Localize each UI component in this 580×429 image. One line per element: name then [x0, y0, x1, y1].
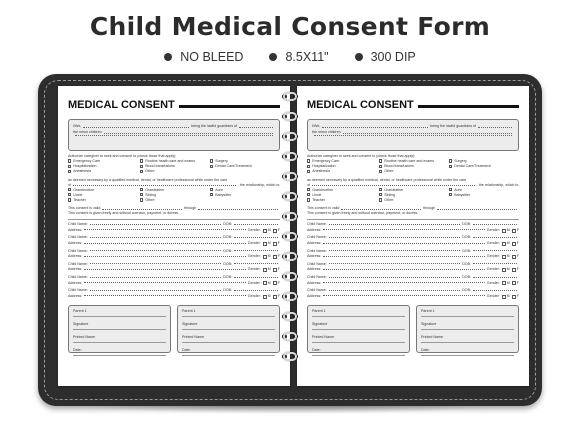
child-name-field[interactable]	[90, 224, 221, 225]
relation-option[interactable]: Teacher	[68, 198, 140, 203]
printed-name-field[interactable]: Printed Name	[182, 335, 275, 343]
through-label: through	[423, 206, 436, 211]
child-name-field[interactable]	[329, 263, 460, 264]
gender-f-checkbox[interactable]	[512, 281, 516, 285]
child-entry: Child Name: DOB: Address: Gender: M F	[68, 222, 280, 232]
page-title: Child Medical Consent Form	[89, 12, 491, 41]
gender-m-checkbox[interactable]	[502, 229, 506, 233]
care-option[interactable]: Anesthesia	[307, 169, 379, 174]
checkbox[interactable]	[379, 165, 382, 168]
checkbox[interactable]	[210, 159, 213, 162]
checkbox[interactable]	[379, 170, 382, 173]
spiral-ring-icon	[282, 272, 298, 282]
guardian-line-field[interactable]	[239, 123, 273, 128]
relation-option[interactable]: Sibling	[140, 193, 210, 198]
minor-names-field-2[interactable]	[75, 135, 273, 136]
authorize-text: Authorize caregiver to seek and consent to (check those that apply):	[68, 154, 177, 158]
gender-m-checkbox[interactable]	[502, 242, 506, 246]
guardian-box	[307, 119, 519, 151]
checkbox[interactable]	[379, 159, 382, 162]
address-field[interactable]	[323, 295, 485, 296]
care-option[interactable]: Hospitalization	[68, 164, 140, 169]
minor-label: the minor children	[73, 130, 102, 134]
parent-box	[177, 305, 280, 353]
checkbox[interactable]	[307, 198, 310, 201]
relationship-label: , the relationship, which is:	[237, 182, 280, 187]
title-rule	[179, 105, 280, 108]
relationship-label: , the relationship, which is:	[476, 182, 519, 187]
checkbox[interactable]	[210, 193, 213, 196]
care-option[interactable]: Anesthesia	[68, 169, 140, 174]
child-name-field[interactable]	[329, 224, 460, 225]
child-entry: Child Name: DOB: Address: Gender: M F	[68, 261, 280, 272]
checkbox[interactable]	[379, 188, 382, 191]
child-name-field[interactable]	[90, 263, 221, 264]
checkbox[interactable]	[68, 170, 71, 173]
child-entry: Child Name: DOB: Address: Gender: M F	[68, 248, 280, 259]
printed-name-field[interactable]: Printed Name	[421, 335, 514, 343]
relation-option[interactable]: Teacher	[307, 198, 379, 203]
spiral-ring-icon	[282, 352, 298, 362]
address-field[interactable]	[323, 256, 485, 257]
through-label: through	[184, 206, 197, 211]
child-entry: Child Name: DOB: Address: Gender: M F	[307, 261, 519, 272]
of-label: of	[68, 182, 71, 187]
checkbox[interactable]	[379, 198, 382, 201]
spiral-ring-icon	[282, 112, 298, 122]
checkbox[interactable]	[140, 188, 143, 191]
relation-option[interactable]: Aunt	[210, 188, 280, 193]
spec-item	[269, 50, 328, 64]
dob-field[interactable]	[473, 263, 517, 264]
care-option[interactable]: Routine health care and exams	[379, 159, 449, 164]
care-option[interactable]: Hospitalization	[307, 164, 379, 169]
spiral-ring-icon	[282, 212, 298, 222]
parent-box	[307, 305, 410, 353]
child-name-field[interactable]	[90, 237, 221, 238]
guardian-name-field[interactable]	[322, 123, 428, 128]
gender-f-checkbox[interactable]	[512, 242, 516, 246]
care-option[interactable]: Surgery	[449, 159, 519, 164]
checkbox[interactable]	[449, 188, 452, 191]
child-entry: Child Name: DOB: Address: Gender: M F	[307, 222, 519, 232]
spiral-ring-icon	[282, 312, 298, 322]
relation-option[interactable]: Sibling	[379, 193, 449, 198]
valid-from-field[interactable]	[341, 206, 421, 210]
authorize-text: Authorize caregiver to seek and consent to (check those that apply):	[307, 154, 416, 158]
child-entry: Child Name: DOB: Address: Gender: M F	[307, 274, 519, 285]
address-field[interactable]	[323, 282, 485, 283]
printed-name-field[interactable]: Printed Name	[73, 335, 166, 343]
dob-field[interactable]	[473, 224, 517, 225]
freely-text: This consent is given freely and without coercion, payment, or duress.	[68, 211, 180, 216]
dob-field[interactable]	[234, 263, 278, 264]
caregiver-field[interactable]	[73, 183, 236, 187]
care-option[interactable]: Emergency Care	[307, 159, 379, 164]
left-page	[58, 86, 290, 386]
spiral-ring-icon	[282, 152, 298, 162]
child-entry: Child Name: DOB: Address: Gender: M F	[68, 274, 280, 285]
checkbox[interactable]	[68, 165, 71, 168]
checkbox[interactable]	[68, 193, 71, 196]
checkbox[interactable]	[210, 165, 213, 168]
spiral-ring-icon	[282, 332, 298, 342]
spiral-ring-icon	[282, 92, 298, 102]
relation-option[interactable]: Other:	[140, 198, 210, 203]
spec-label: 300 DIP	[370, 50, 416, 64]
address-field[interactable]	[323, 229, 485, 230]
relation-option[interactable]: Grandfather	[379, 188, 449, 193]
checkbox[interactable]	[449, 159, 452, 162]
parent-label: Parent 1	[421, 309, 514, 317]
caregiver-field[interactable]	[312, 183, 475, 187]
care-option[interactable]: Other:	[379, 169, 449, 174]
deemed-text: as deemed necessary by a qualified medical, dental, or healthcare professional while under the care	[68, 177, 228, 182]
checkbox[interactable]	[307, 188, 310, 191]
spec-label: 8.5X11"	[285, 50, 329, 64]
care-options	[307, 159, 519, 175]
form-header	[307, 98, 519, 112]
bullet-icon	[164, 53, 172, 61]
address-field[interactable]	[84, 243, 246, 244]
care-option[interactable]: Blood transfusions	[140, 164, 210, 169]
child-name-field[interactable]	[329, 237, 460, 238]
dob-field[interactable]	[473, 237, 517, 238]
checkbox[interactable]	[449, 165, 452, 168]
dob-field[interactable]	[234, 237, 278, 238]
gender-m-checkbox[interactable]	[263, 268, 267, 272]
parent-label: Parent 1	[182, 309, 275, 317]
relation-option[interactable]: Uncle	[68, 193, 140, 198]
relation-option[interactable]: Grandmother	[68, 188, 140, 193]
date-field[interactable]: Date:	[421, 348, 514, 356]
guardian-box	[68, 119, 280, 151]
address-field[interactable]	[323, 243, 485, 244]
gender-f-checkbox[interactable]	[512, 295, 516, 299]
parent-label: Parent 1	[312, 309, 405, 317]
checkbox[interactable]	[68, 188, 71, 191]
child-entry: Child Name: DOB: Address: Gender: M F	[307, 235, 519, 245]
valid-label: This consent is valid	[307, 206, 340, 211]
relation-options	[307, 188, 519, 204]
of-label: of	[307, 182, 310, 187]
gender-f-checkbox[interactable]	[273, 268, 277, 272]
dob-field[interactable]	[234, 290, 278, 291]
spiral-ring-icon	[282, 192, 298, 202]
relation-option[interactable]: Uncle	[307, 193, 379, 198]
child-name-field[interactable]	[329, 277, 460, 278]
parent-label: Parent 1	[73, 309, 166, 317]
child-entry: Child Name: DOB: Address: Gender: M F	[307, 288, 519, 298]
relation-option[interactable]: Other:	[379, 198, 449, 203]
care-option[interactable]: Dental Care/Treatment	[449, 164, 519, 169]
gender-f-checkbox[interactable]	[273, 281, 277, 285]
spec-list	[0, 50, 580, 64]
signature-field[interactable]: Signature	[421, 322, 514, 330]
parent-signatures	[307, 305, 519, 353]
gender-f-checkbox[interactable]	[512, 255, 516, 259]
gender-f-checkbox[interactable]	[512, 268, 516, 272]
minor-names-field-2[interactable]	[314, 135, 512, 136]
intro-being-label: being the lawful guardians of	[191, 124, 237, 128]
child-name-field[interactable]	[90, 290, 221, 291]
checkbox[interactable]	[379, 193, 382, 196]
child-name-field[interactable]	[329, 250, 460, 251]
child-entry: Child Name: DOB: Address: Gender: M F	[307, 248, 519, 259]
gender-f-checkbox[interactable]	[273, 295, 277, 299]
gender-f-checkbox[interactable]	[512, 229, 516, 233]
checkbox[interactable]	[307, 165, 310, 168]
parent-box	[416, 305, 519, 353]
guardian-name-field[interactable]	[83, 123, 189, 128]
spec-item	[355, 50, 416, 64]
spiral-ring-icon	[282, 252, 298, 262]
checkbox[interactable]	[140, 165, 143, 168]
signature-field[interactable]: Signature	[182, 322, 275, 330]
divider	[68, 219, 280, 220]
checkbox[interactable]	[307, 159, 310, 162]
signature-field[interactable]: Signature	[73, 322, 166, 330]
child-entry: Child Name: DOB: Address: Gender: M F	[68, 235, 280, 245]
title-rule	[418, 105, 519, 108]
valid-label: This consent is valid	[68, 206, 101, 211]
spec-label: NO BLEED	[180, 50, 244, 64]
gender-m-checkbox[interactable]	[502, 255, 506, 259]
form-header	[68, 98, 280, 112]
dob-field[interactable]	[473, 290, 517, 291]
relation-option[interactable]: Babysitter	[210, 193, 280, 198]
relation-options	[68, 188, 280, 204]
gender-m-checkbox[interactable]	[263, 229, 267, 233]
bullet-icon	[355, 53, 363, 61]
checkbox[interactable]	[140, 198, 143, 201]
parent-signatures	[68, 305, 280, 353]
address-field[interactable]	[84, 269, 246, 270]
spec-item	[164, 50, 243, 64]
care-option[interactable]: Blood transfusions	[379, 164, 449, 169]
spiral-ring-icon	[282, 172, 298, 182]
checkbox[interactable]	[307, 170, 310, 173]
child-entry: Child Name: DOB: Address: Gender: M F	[68, 288, 280, 298]
minor-names-field[interactable]	[343, 129, 512, 134]
gender-f-checkbox[interactable]	[273, 242, 277, 246]
spiral-ring-icon	[282, 132, 298, 142]
address-field[interactable]	[84, 256, 246, 257]
gender-m-checkbox[interactable]	[263, 295, 267, 299]
spiral-binding	[282, 92, 298, 372]
form-title: MEDICAL CONSENT	[307, 99, 414, 111]
minor-names-field[interactable]	[104, 129, 273, 134]
gender-m-checkbox[interactable]	[502, 268, 506, 272]
gender-m-checkbox[interactable]	[502, 281, 506, 285]
right-page	[297, 86, 529, 386]
child-name-field[interactable]	[329, 290, 460, 291]
care-options	[68, 159, 280, 175]
checkbox[interactable]	[449, 193, 452, 196]
intro-label: I/We,	[312, 124, 321, 128]
checkbox[interactable]	[68, 159, 71, 162]
gender-m-checkbox[interactable]	[263, 281, 267, 285]
relation-option[interactable]: Aunt	[449, 188, 519, 193]
intro-being-label: being the lawful guardians of	[430, 124, 476, 128]
care-option[interactable]: Routine health care and exams	[140, 159, 210, 164]
dob-field[interactable]	[234, 224, 278, 225]
valid-to-field[interactable]	[198, 206, 278, 210]
guardian-line-field[interactable]	[478, 123, 512, 128]
divider	[307, 219, 519, 220]
bullet-icon	[269, 53, 277, 61]
gender-m-checkbox[interactable]	[263, 255, 267, 259]
freely-text: This consent is given freely and without coercion, payment, or duress.	[307, 211, 419, 216]
dob-field[interactable]	[473, 250, 517, 251]
date-field[interactable]: Date:	[73, 348, 166, 356]
relation-option[interactable]: Babysitter	[449, 193, 519, 198]
valid-from-field[interactable]	[102, 206, 182, 210]
checkbox[interactable]	[307, 193, 310, 196]
child-name-field[interactable]	[90, 277, 221, 278]
spiral-ring-icon	[282, 292, 298, 302]
intro-label: I/We,	[73, 124, 82, 128]
care-option[interactable]: Dental Care/Treatment	[210, 164, 280, 169]
date-field[interactable]: Date:	[312, 348, 405, 356]
gender-f-checkbox[interactable]	[273, 229, 277, 233]
dob-field[interactable]	[234, 277, 278, 278]
care-option[interactable]: Other:	[140, 169, 210, 174]
spiral-ring-icon	[282, 232, 298, 242]
gender-m-checkbox[interactable]	[263, 242, 267, 246]
address-field[interactable]	[84, 295, 246, 296]
deemed-text: as deemed necessary by a qualified medical, dental, or healthcare professional while under the care	[307, 177, 467, 182]
address-field[interactable]	[84, 229, 246, 230]
dob-field[interactable]	[473, 277, 517, 278]
gender-m-checkbox[interactable]	[502, 295, 506, 299]
address-field[interactable]	[84, 282, 246, 283]
checkbox[interactable]	[210, 188, 213, 191]
dob-field[interactable]	[234, 250, 278, 251]
minor-label: the minor children	[312, 130, 341, 134]
checkbox[interactable]	[140, 159, 143, 162]
checkbox[interactable]	[140, 193, 143, 196]
relation-option[interactable]: Grandfather	[140, 188, 210, 193]
valid-to-field[interactable]	[437, 206, 517, 210]
parent-box	[68, 305, 171, 353]
checkbox[interactable]	[140, 170, 143, 173]
care-option[interactable]: Surgery	[210, 159, 280, 164]
care-option[interactable]: Emergency Care	[68, 159, 140, 164]
printed-name-field[interactable]: Printed Name	[312, 335, 405, 343]
child-name-field[interactable]	[90, 250, 221, 251]
gender-f-checkbox[interactable]	[273, 255, 277, 259]
form-title: MEDICAL CONSENT	[68, 99, 175, 111]
signature-field[interactable]: Signature	[312, 322, 405, 330]
checkbox[interactable]	[68, 198, 71, 201]
address-field[interactable]	[323, 269, 485, 270]
date-field[interactable]: Date:	[182, 348, 275, 356]
relation-option[interactable]: Grandmother	[307, 188, 379, 193]
